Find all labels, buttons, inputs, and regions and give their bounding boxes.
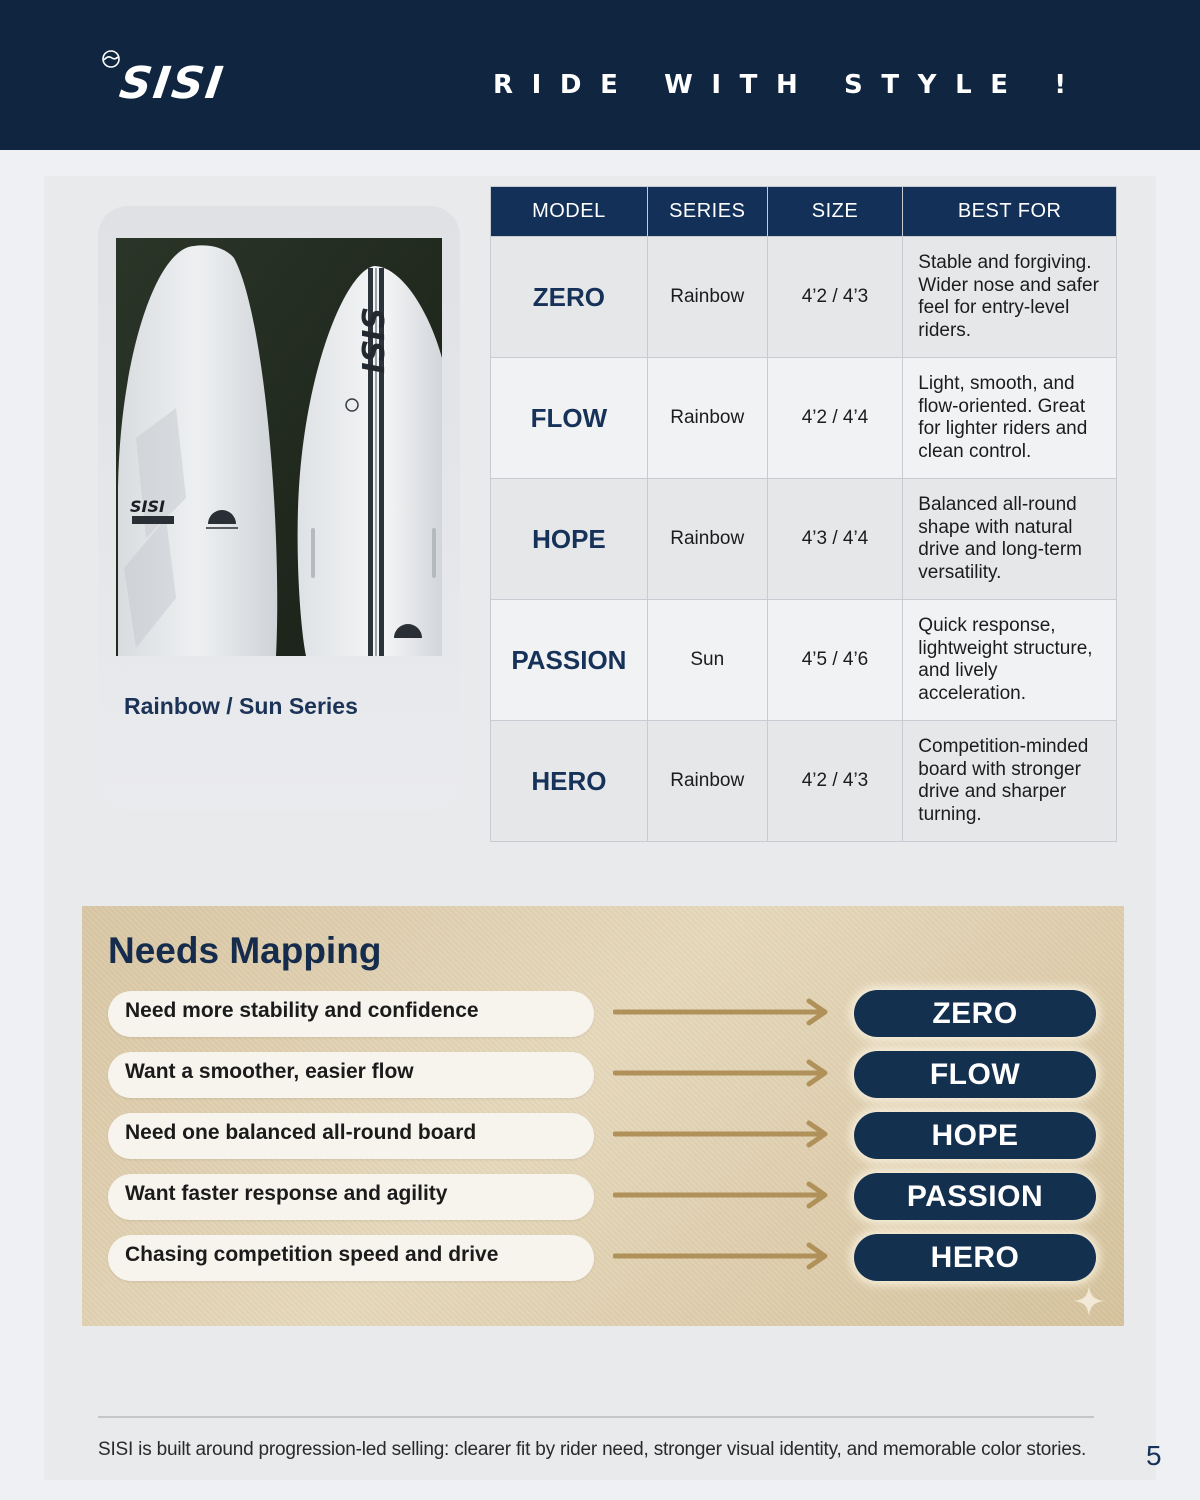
cell-series: Rainbow — [647, 721, 767, 842]
brand-logo: SISI — [116, 58, 228, 109]
cell-best-for: Stable and forgiving. Wider nose and safer feel for entry-level riders. — [903, 237, 1117, 358]
cell-series: Rainbow — [647, 358, 767, 479]
page-header — [0, 0, 1200, 150]
cell-best-for: Quick response, lightweight structure, and lively acceleration. — [903, 600, 1117, 721]
table-row — [491, 479, 1117, 600]
footer-note: SISI is built around progression-led selling: clearer fit by rider need, stronger visual identity, and memorable color stories. — [98, 1439, 1087, 1460]
table-row — [491, 358, 1117, 479]
need-label: Need one balanced all-round board — [108, 1113, 594, 1159]
model-badge: PASSION — [854, 1173, 1096, 1220]
model-badge: HOPE — [854, 1112, 1096, 1159]
mapping-row — [108, 1113, 1108, 1159]
cell-size: 4’3 / 4’4 — [767, 479, 903, 600]
cell-model: ZERO — [491, 237, 648, 358]
needs-mapping-section — [82, 906, 1124, 1326]
board-right-logo: SISI — [354, 308, 389, 374]
table-row — [491, 600, 1117, 721]
model-badge: FLOW — [854, 1051, 1096, 1098]
cell-size: 4’2 / 4’4 — [767, 358, 903, 479]
cell-size: 4’5 / 4’6 — [767, 600, 903, 721]
need-label: Need more stability and confidence — [108, 991, 594, 1037]
need-label: Chasing competition speed and drive — [108, 1235, 594, 1281]
cell-best-for: Competition-minded board with stronger drive and sharper turning. — [903, 721, 1117, 842]
need-label: Want a smoother, easier flow — [108, 1052, 594, 1098]
table-header-row — [491, 187, 1117, 237]
arrow-right-icon — [613, 997, 833, 1027]
surfboards-photo — [116, 238, 442, 656]
header-size: SIZE — [767, 187, 903, 237]
cell-series: Rainbow — [647, 479, 767, 600]
series-caption: Rainbow / Sun Series — [124, 693, 358, 719]
arrow-right-icon — [613, 1241, 833, 1271]
header-best-for: BEST FOR — [903, 187, 1117, 237]
tagline: RIDE WITH STYLE ! — [493, 70, 1085, 100]
arrow-right-icon — [613, 1119, 833, 1149]
cell-series: Sun — [647, 600, 767, 721]
arrow-right-icon — [613, 1058, 833, 1088]
cell-model: FLOW — [491, 358, 648, 479]
arrow-right-icon — [613, 1180, 833, 1210]
cell-size: 4’2 / 4’3 — [767, 237, 903, 358]
wave-logo-icon — [100, 48, 122, 70]
cell-best-for: Light, smooth, and flow-oriented. Great for lighter riders and clean control. — [903, 358, 1117, 479]
cell-size: 4’2 / 4’3 — [767, 721, 903, 842]
table-row — [491, 721, 1117, 842]
cell-model: HERO — [491, 721, 648, 842]
needs-mapping-title: Needs Mapping — [108, 930, 382, 971]
mapping-row — [108, 991, 1108, 1037]
sparkle-icon — [1072, 1284, 1106, 1318]
table-row — [491, 237, 1117, 358]
need-label: Want faster response and agility — [108, 1174, 594, 1220]
cell-model: PASSION — [491, 600, 648, 721]
model-spec-table — [490, 186, 1117, 842]
cell-series: Rainbow — [647, 237, 767, 358]
mapping-row — [108, 1052, 1108, 1098]
model-badge: ZERO — [854, 990, 1096, 1037]
header-model: MODEL — [491, 187, 648, 237]
board-left-logo: SISI — [130, 497, 165, 516]
cell-model: HOPE — [491, 479, 648, 600]
mapping-row — [108, 1174, 1108, 1220]
page-number: 5 — [1146, 1440, 1162, 1471]
mapping-row — [108, 1235, 1108, 1281]
header-series: SERIES — [647, 187, 767, 237]
footer-divider — [98, 1416, 1094, 1418]
cell-best-for: Balanced all-round shape with natural drive and long-term versatility. — [903, 479, 1117, 600]
model-badge: HERO — [854, 1234, 1096, 1281]
